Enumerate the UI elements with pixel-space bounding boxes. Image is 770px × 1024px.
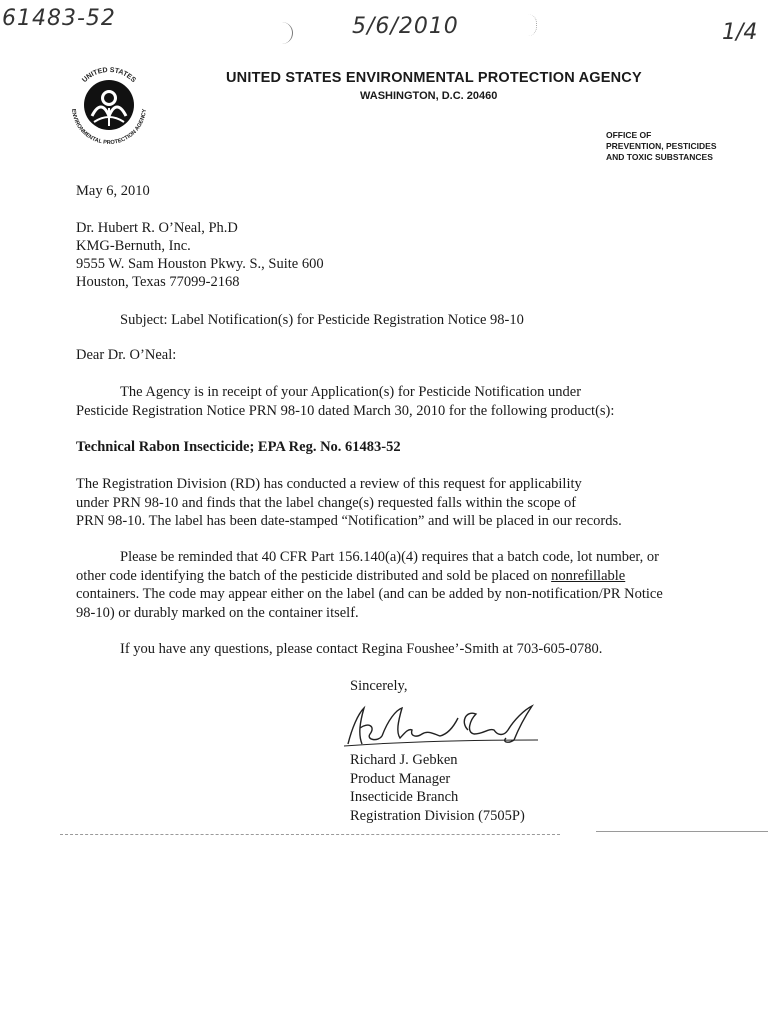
closing: Sincerely, — [350, 678, 408, 694]
paragraph-line: Please be reminded that 40 CFR Part 156.140(a)(4) requires that a batch code, lot number, or — [120, 549, 659, 565]
seal-top-text: UNITED STATES — [81, 66, 137, 85]
signer-title: Product Manager — [350, 770, 451, 787]
paragraph-batch-code — [76, 548, 663, 622]
paragraph-line-text: other code identifying the batch of the pesticide distributed and sold be placed on — [76, 567, 552, 584]
signer-branch: Insecticide Branch — [350, 789, 459, 805]
paragraph-line: containers. The code may appear either on the label (and can be added by non-notification/PR Notice — [76, 586, 663, 602]
office-line: OFFICE OF — [606, 130, 652, 140]
epa-seal — [64, 60, 154, 150]
paragraph-line: PRN 98-10. The label has been date-stamped “Notification” and will be placed in our records. — [76, 513, 622, 529]
handwritten-mark — [282, 22, 293, 44]
paragraph-line: Pesticide Registration Notice PRN 98-10 dated March 30, 2010 for the following product(s): — [76, 402, 615, 419]
product-name: Technical Rabon Insecticide; EPA Reg. No. 61483-52 — [76, 439, 401, 455]
recipient-address — [76, 219, 324, 291]
scan-smudge — [528, 14, 537, 36]
paragraph-line: 98-10) or durably marked on the container itself. — [76, 604, 359, 621]
address-line: KMG-Bernuth, Inc. — [76, 238, 191, 254]
paragraph-contact: If you have any questions, please contact Regina Foushee’-Smith at 703-605-0780. — [120, 641, 603, 657]
office-line: PREVENTION, PESTICIDES — [606, 141, 717, 151]
signer-name: Richard J. Gebken — [350, 752, 458, 768]
office-block — [606, 130, 717, 163]
paragraph-review — [76, 475, 622, 531]
office-line: AND TOXIC SUBSTANCES — [606, 152, 713, 162]
handwritten-date: 5/6/2010 — [352, 14, 459, 39]
handwritten-page-number: 1/4 — [722, 20, 758, 45]
paragraph-line: The Registration Division (RD) has conducted a review of this request for applicability — [76, 476, 582, 492]
scan-artifact-line — [596, 831, 768, 832]
nonrefillable-text: nonrefillable — [551, 567, 626, 584]
signature-block — [350, 751, 525, 825]
paragraph-line: The Agency is in receipt of your Application(s) for Pesticide Notification under — [120, 384, 582, 400]
salutation: Dear Dr. O’Neal: — [76, 347, 177, 363]
agency-title: UNITED STATES ENVIRONMENTAL PROTECTION AGENCY — [226, 70, 642, 86]
signer-division: Registration Division (7505P) — [350, 807, 525, 824]
address-line: Houston, Texas 77099-2168 — [76, 274, 240, 290]
agency-city: WASHINGTON, D.C. 20460 — [360, 90, 498, 102]
paragraph-receipt — [76, 383, 614, 420]
address-line: Dr. Hubert R. O’Neal, Ph.D — [76, 220, 238, 236]
scan-artifact-line — [60, 834, 560, 835]
signature — [338, 700, 548, 752]
subject-line: Subject: Label Notification(s) for Pesticide Registration Notice 98-10 — [120, 312, 524, 328]
paragraph-line — [76, 567, 663, 586]
paragraph-line: under PRN 98-10 and finds that the label change(s) requested falls within the scope of — [76, 494, 577, 511]
handwritten-reg-number: 61483-52 — [2, 6, 116, 31]
seal-bottom-text: ENVIRONMENTAL PROTECTION AGENCY — [70, 108, 148, 147]
letter-date: May 6, 2010 — [76, 183, 150, 199]
address-line: 9555 W. Sam Houston Pkwy. S., Suite 600 — [76, 256, 324, 272]
